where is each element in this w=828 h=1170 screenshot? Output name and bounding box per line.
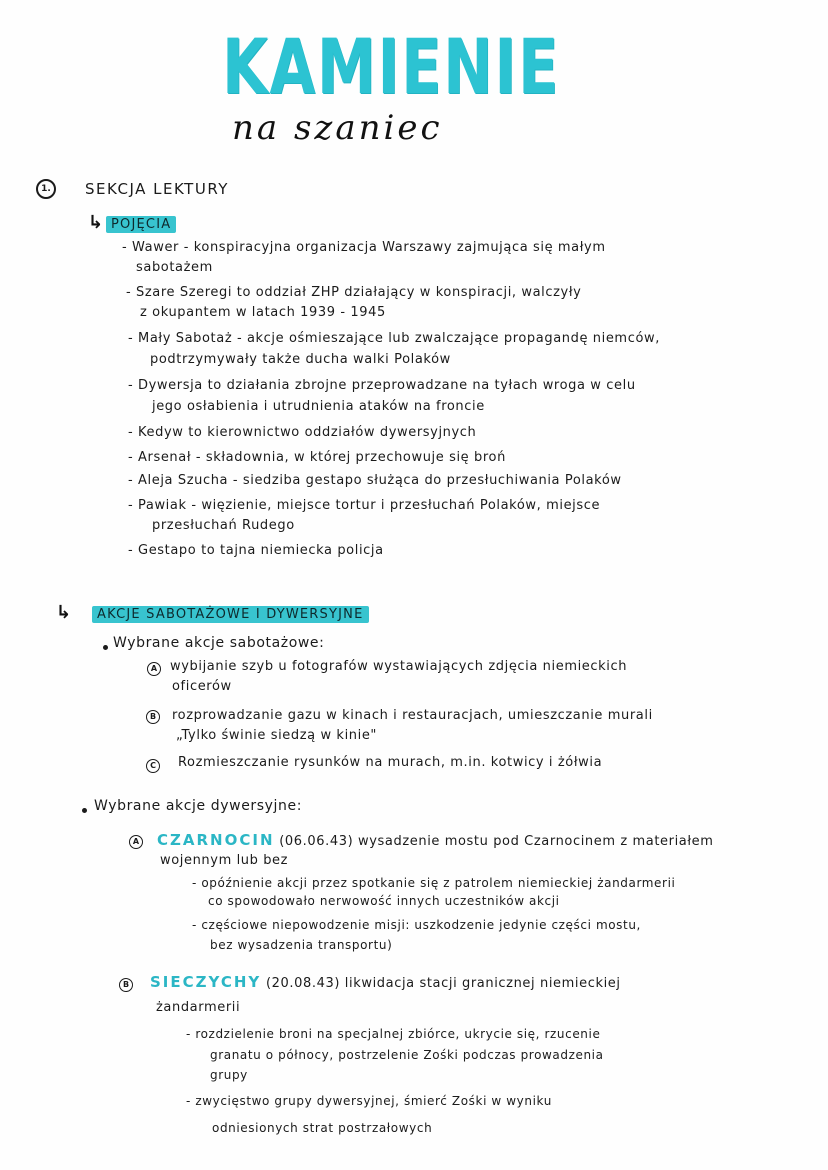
action-name: CZARNOCIN <box>157 831 275 849</box>
list-item: - Szare Szeregi to oddział ZHP działający w konspiracji, walczyły <box>126 285 582 300</box>
sub-point-continued: co spowodowało nerwowość innych uczestników akcji <box>208 894 560 908</box>
list-item-continued: z okupantem w latach 1939 - 1945 <box>140 305 386 320</box>
letter-a-badge: A <box>129 835 143 849</box>
sub-point: - zwycięstwo grupy dywersyjnej, śmierć Zośki w wyniku <box>186 1094 552 1108</box>
sub-point-continued: granatu o północy, postrzelenie Zośki podczas prowadzenia <box>210 1048 604 1062</box>
letter-a-badge: A <box>147 662 161 676</box>
list-item-continued: przesłuchań Rudego <box>152 518 295 533</box>
list-item: - Dywersja to działania zbrojne przeprowadzane na tyłach wroga w celu <box>128 378 636 393</box>
section-number-badge: 1. <box>36 179 56 199</box>
action-name: SIECZYCHY <box>150 973 262 991</box>
section-title: SEKCJA LEKTURY <box>85 180 229 198</box>
sub-point: - częściowe niepowodzenie misji: uszkodzenie jedynie części mostu, <box>192 918 641 932</box>
sub-point: - opóźnienie akcji przez spotkanie się z patrolem niemieckiej żandarmerii <box>192 876 676 890</box>
action-description-continued: wojennym lub bez <box>160 853 289 868</box>
bullet-icon <box>82 808 87 813</box>
action-description: wysadzenie mostu pod Czarnocinem z materiałem <box>358 834 714 849</box>
letter-b-badge: B <box>119 978 133 992</box>
sub-point: - rozdzielenie broni na specjalnej zbiórce, ukrycie się, rzucenie <box>186 1027 601 1041</box>
page-title: KAMIENIE <box>222 22 561 111</box>
action-description-continued: żandarmerii <box>156 1000 241 1015</box>
arrow-right-icon: ↳ <box>88 212 104 233</box>
letter-b-badge: B <box>146 710 160 724</box>
action-date: (06.06.43) <box>279 834 354 849</box>
list-item: - Kedyw to kierownictwo oddziałów dywersyjnych <box>128 425 477 440</box>
list-item-continued: jego osłabienia i utrudnienia ataków na froncie <box>152 399 485 414</box>
letter-c-badge: C <box>146 759 160 773</box>
action-header <box>150 973 621 991</box>
sub-point-continued: odniesionych strat postrzałowych <box>212 1121 433 1135</box>
pojecia-heading: POJĘCIA <box>106 216 176 233</box>
list-item: - Mały Sabotaż - akcje ośmieszające lub zwalczające propagandę niemców, <box>128 331 660 346</box>
list-item-continued: „Tylko świnie siedzą w kinie" <box>176 728 378 743</box>
bullet-icon <box>103 645 108 650</box>
page-subtitle: na szaniec <box>232 108 443 148</box>
list-item: rozprowadzanie gazu w kinach i restauracjach, umieszczanie murali <box>172 708 653 723</box>
sub-point-continued: grupy <box>210 1068 248 1082</box>
action-date: (20.08.43) <box>266 976 341 991</box>
sub-point-continued: bez wysadzenia transportu) <box>210 938 393 952</box>
list-item-continued: podtrzymywały także ducha walki Polaków <box>150 352 451 367</box>
list-item: - Wawer - konspiracyjna organizacja Warszawy zajmująca się małym <box>122 240 606 255</box>
list-item: - Gestapo to tajna niemiecka policja <box>128 543 384 558</box>
list-item: wybijanie szyb u fotografów wystawiających zdjęcia niemieckich <box>170 659 628 674</box>
list-item: - Aleja Szucha - siedziba gestapo służąca do przesłuchiwania Polaków <box>128 473 622 488</box>
sabotazowe-label: Wybrane akcje sabotażowe: <box>113 635 325 651</box>
arrow-right-icon: ↳ <box>56 602 72 623</box>
dywersyjne-label: Wybrane akcje dywersyjne: <box>94 798 303 814</box>
action-description: likwidacja stacji granicznej niemieckiej <box>344 976 621 991</box>
list-item-continued: oficerów <box>172 679 232 694</box>
akcje-heading: AKCJE SABOTAŻOWE I DYWERSYJNE <box>92 606 369 623</box>
action-header <box>157 831 714 849</box>
list-item-continued: sabotażem <box>136 260 213 275</box>
list-item: - Arsenał - składownia, w której przechowuje się broń <box>128 450 506 465</box>
list-item: Rozmieszczanie rysunków na murach, m.in. kotwicy i żółwia <box>178 755 603 770</box>
list-item: - Pawiak - więzienie, miejsce tortur i przesłuchań Polaków, miejsce <box>128 498 601 513</box>
